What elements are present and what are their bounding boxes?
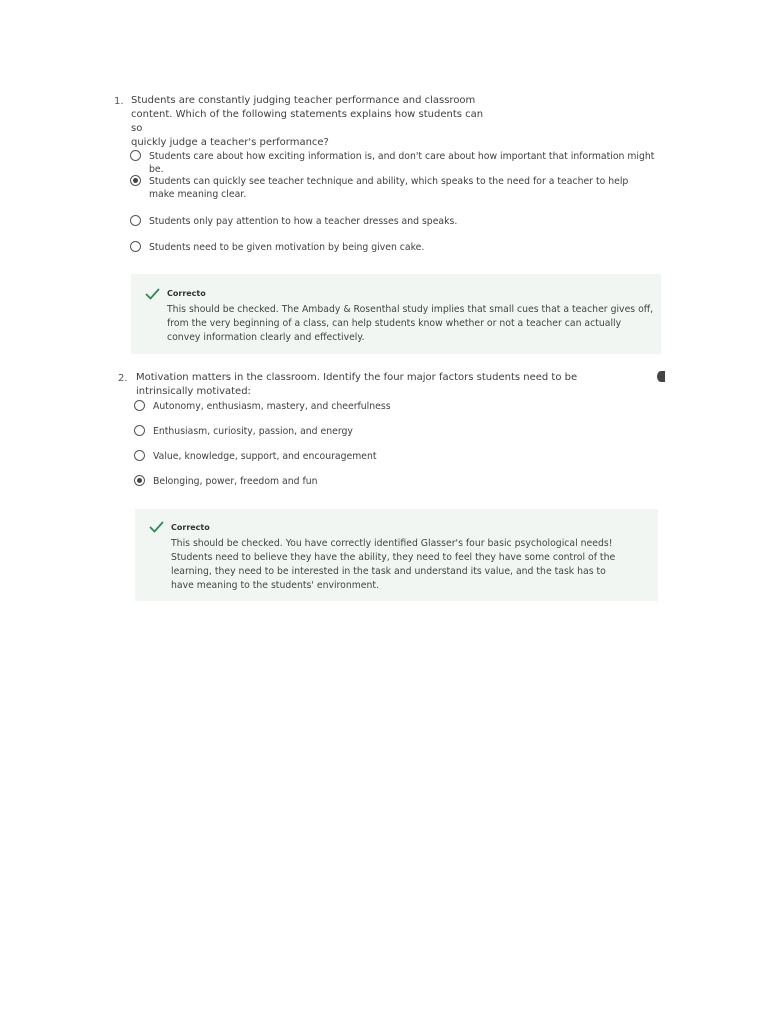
radio-icon[interactable] [134,475,145,486]
radio-icon[interactable] [130,175,141,186]
option-label: Autonomy, enthusiasm, mastery, and cheerfulness [153,401,391,412]
option-2-a[interactable] [134,400,534,413]
feedback-title: Correcto [167,289,206,298]
option-label: Students need to be given motivation by being given cake. [149,242,425,253]
feedback-panel [131,274,661,354]
question-prompt: Motivation matters in the classroom. Identify the four major factors students need to be intrinsically motivated: [136,372,578,397]
check-icon [145,288,160,300]
option-label: Value, knowledge, support, and encouragement [153,451,377,462]
question-number: 2. [118,373,128,384]
radio-icon[interactable] [130,215,141,226]
option-label: Students only pay attention to how a teacher dresses and speaks. [149,216,458,227]
option-2-d[interactable] [134,475,534,488]
option-1-d[interactable] [130,241,630,254]
radio-icon[interactable] [134,425,145,436]
option-1-c[interactable] [130,215,630,228]
feedback-panel [135,509,658,601]
partial-icon [657,371,665,382]
option-label: Students care about how exciting information is, and don't care about how important that information might be. [149,151,655,175]
radio-icon[interactable] [134,450,145,461]
feedback-text: This should be checked. You have correctly identified Glasser's four basic psychological needs! Students need to believe they have the ability, they need to feel they have some control of the learning, they need to be interested in the task and understand its value, and the task has to have meaning to the students' environment. [171,538,616,591]
feedback-title: Correcto [171,523,210,532]
option-label: Students can quickly see teacher technique and ability, which speaks to the need for a teacher to help make meaning clear. [149,176,629,200]
option-1-a[interactable] [130,150,670,176]
question-number: 1. [114,96,124,107]
radio-icon[interactable] [134,400,145,411]
radio-icon[interactable] [130,150,141,161]
radio-icon[interactable] [130,241,141,252]
feedback-text: This should be checked. The Ambady & Rosenthal study implies that small cues that a teacher gives off, from the very beginning of a class, can help students know whether or not a teacher can actually convey information clearly and effectively. [167,304,654,343]
option-label: Belonging, power, freedom and fun [153,476,318,487]
question-prompt: Students are constantly judging teacher performance and classroom content. Which of the following statements explains how students can so quickly judge a teacher's performance? [131,95,484,148]
check-icon [149,521,164,533]
option-2-b[interactable] [134,425,534,438]
option-2-c[interactable] [134,450,534,463]
option-label: Enthusiasm, curiosity, passion, and energy [153,426,353,437]
option-1-b[interactable] [130,175,630,201]
